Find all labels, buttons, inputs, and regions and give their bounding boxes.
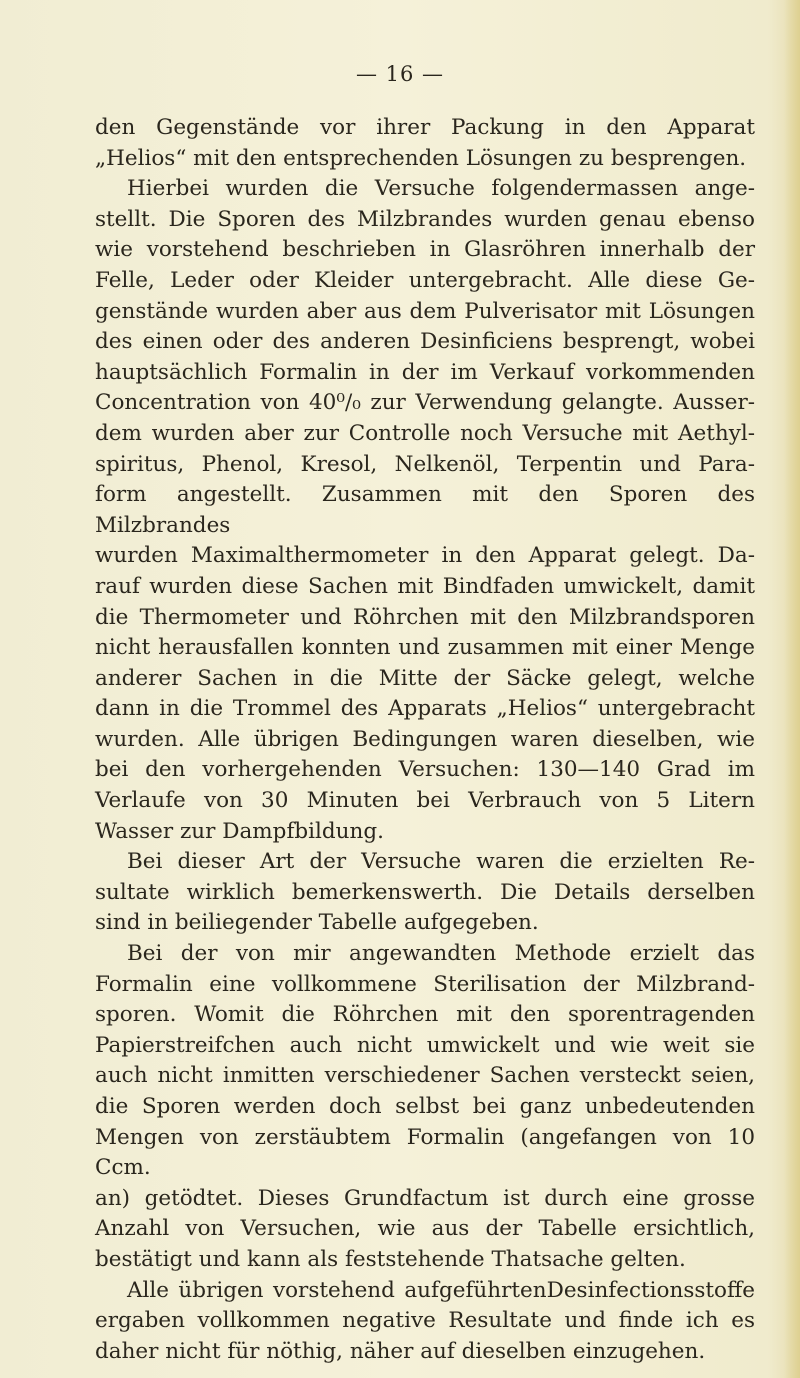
text-line: bestätigt und kann als feststehende Thatsache gelten.: [95, 1246, 686, 1272]
text-line: sporen. Womit die Röhrchen mit den sporentragenden: [95, 1002, 755, 1028]
text-line: bei den vorhergehenden Versuchen: 130—140 Grad im: [95, 757, 755, 783]
text-line: wurden. Alle übrigen Bedingungen waren dieselben, wie: [95, 726, 755, 752]
text-line: Anzahl von Versuchen, wie aus der Tabelle ersichtlich,: [95, 1216, 755, 1242]
text-line: sultate wirklich bemerkenswerth. Die Details derselben: [95, 879, 755, 905]
text-line: wurden Maximalthermometer in den Apparat gelegt. Da-: [95, 543, 755, 569]
text-line: ergaben vollkommen negative Resultate und finde ich es: [95, 1308, 755, 1334]
text-line: „Helios“ mit den entsprechenden Lösungen zu besprengen.: [95, 145, 747, 171]
body-text: [95, 113, 755, 1367]
text-line: spiritus, Phenol, Kresol, Nelkenöl, Terpentin und Para-: [95, 451, 755, 477]
text-line: Verlaufe von 30 Minuten bei Verbrauch von 5 Litern: [95, 788, 755, 814]
page-number: — 16 —: [355, 62, 445, 86]
text-line: Hierbei wurden die Versuche folgendermassen ange-: [127, 176, 755, 202]
text-line: Mengen von zerstäubtem Formalin (angefangen von 10 Ccm.: [95, 1124, 755, 1181]
paragraph: [95, 113, 755, 174]
text-line: wie vorstehend beschrieben in Glasröhren innerhalb der: [95, 237, 755, 263]
text-line: auch nicht inmitten verschiedener Sachen versteckt seien,: [95, 1063, 755, 1089]
text-line: rauf wurden diese Sachen mit Bindfaden umwickelt, damit: [95, 573, 755, 599]
text-line: genstände wurden aber aus dem Pulverisator mit Lösungen: [95, 298, 755, 324]
text-line: Felle, Leder oder Kleider untergebracht. Alle diese Ge-: [95, 267, 755, 293]
text-line: dann in die Trommel des Apparats „Helios“ untergebracht: [95, 696, 755, 722]
paragraph: [95, 939, 755, 1276]
text-line: anderer Sachen in die Mitte der Säcke gelegt, welche: [95, 665, 755, 691]
text-line: Bei der von mir angewandten Methode erzielt das: [127, 941, 755, 967]
text-line: sind in beiliegender Tabelle aufgegeben.: [95, 910, 539, 936]
text-line: die Sporen werden doch selbst bei ganz unbedeutenden: [95, 1094, 755, 1119]
text-line: stellt. Die Sporen des Milzbrandes wurden genau ebenso: [95, 206, 755, 232]
paragraph: [95, 847, 755, 939]
text-line: an) getödtet. Dieses Grundfactum ist durch eine grosse: [95, 1185, 755, 1211]
page-edge-shadow: [784, 0, 800, 1378]
text-line: die Thermometer und Röhrchen mit den Milzbrandsporen: [95, 604, 755, 630]
text-line: form angestellt. Zusammen mit den Sporen des Milzbrandes: [95, 482, 755, 538]
text-line: dem wurden aber zur Controlle noch Versuche mit Aethyl-: [95, 420, 755, 446]
text-line: daher nicht für nöthig, näher auf dieselben einzugehen.: [95, 1338, 706, 1364]
text-line: Formalin eine vollkommene Sterilisation der Milzbrand-: [95, 971, 755, 997]
text-line: des einen oder des anderen Desinficiens besprengt, wobei: [95, 329, 755, 355]
text-line: nicht herausfallen konnten und zusammen mit einer Menge: [95, 635, 755, 661]
paragraph: [95, 1276, 755, 1368]
text-line: Papierstreifchen auch nicht umwickelt und wie weit sie: [95, 1032, 755, 1058]
text-line: Wasser zur Dampfbildung.: [95, 818, 384, 844]
text-line: Bei dieser Art der Versuche waren die erzielten Re-: [127, 849, 755, 875]
text-line: Concentration von 40⁰/₀ zur Verwendung gelangte. Ausser-: [95, 390, 755, 416]
text-line: hauptsächlich Formalin in der im Verkauf vorkommenden: [95, 359, 755, 385]
paragraph: [95, 174, 755, 847]
text-line: Alle übrigen vorstehend aufgeführtenDesinfectionsstoffe: [127, 1277, 755, 1303]
text-line: den Gegenstände vor ihrer Packung in den Apparat: [95, 115, 755, 140]
